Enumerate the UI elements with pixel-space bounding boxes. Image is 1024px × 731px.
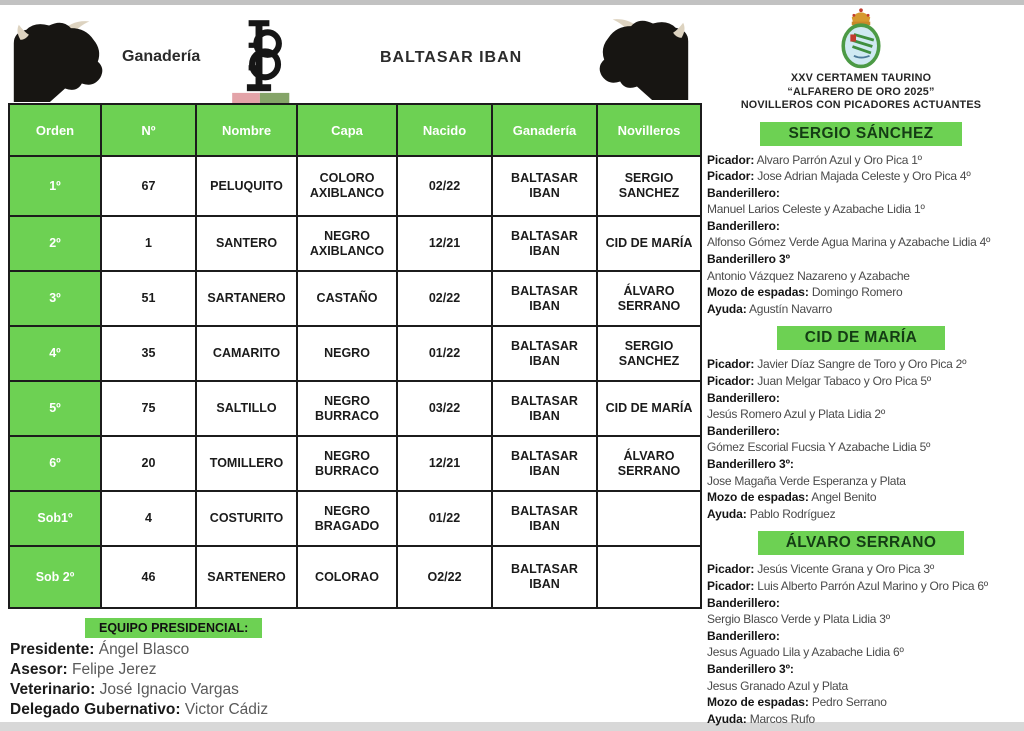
cell-n-: 4: [101, 491, 196, 546]
cuadrilla-line-value: Alvaro Parrón Azul y Oro Pica 1º: [754, 152, 922, 167]
cuadrilla-line: [707, 284, 1020, 301]
cell-ganader-a: BALTASAR IBAN: [492, 546, 597, 608]
bull-head-image-right: [586, 16, 698, 100]
cuadrilla-line: [707, 561, 1020, 578]
cuadrilla-line-label: Picador:: [707, 562, 755, 577]
cell-n-: 35: [101, 326, 196, 381]
novillero-lines: [702, 356, 1020, 522]
cell-capa: COLORO AXIBLANCO: [297, 156, 397, 216]
cuadrilla-line-label: Picador:: [707, 357, 755, 372]
cuadrilla-line-label: Picador:: [707, 152, 755, 167]
cuadrilla-line-value: Agustín Navarro: [746, 301, 833, 316]
column-header-novilleros: Novilleros: [597, 104, 701, 156]
cuadrilla-line: [707, 506, 1020, 523]
cuadrilla-line-value: Jesus Granado Azul y Plata: [707, 678, 848, 693]
orden-cell: 2º: [9, 216, 101, 271]
column-header-orden: Orden: [9, 104, 101, 156]
cell-ganader-a: BALTASAR IBAN: [492, 436, 597, 491]
cell-nacido: 01/22: [397, 491, 492, 546]
cuadrilla-line-label: Ayuda:: [707, 301, 747, 316]
cuadrilla-line: [707, 644, 1020, 661]
cell-ganader-a: BALTASAR IBAN: [492, 156, 597, 216]
cuadrilla-line: [707, 152, 1020, 169]
cuadrilla-line: [707, 406, 1020, 423]
orden-cell: Sob1º: [9, 491, 101, 546]
cuadrilla-line-value: Jose Magaña Verde Esperanza y Plata: [707, 473, 906, 488]
cuadrilla-line-value: Jose Adrian Majada Celeste y Oro Pica 4º: [754, 169, 971, 184]
cuadrilla-line-label: Mozo de espadas:: [707, 285, 809, 300]
cuadrilla-line-value: Javier Díaz Sangre de Toro y Oro Pica 2º: [754, 357, 967, 372]
cell-novilleros: ÁLVARO SERRANO: [597, 271, 701, 326]
novillero-heading: ÁLVARO SERRANO: [758, 531, 965, 555]
cell-ganader-a: BALTASAR IBAN: [492, 381, 597, 436]
table-row: [9, 216, 701, 271]
cuadrilla-line: [707, 251, 1020, 268]
novilleros-sections: [702, 122, 1020, 728]
cuadrilla-line: [707, 711, 1020, 728]
cuadrilla-line-label: Banderillero:: [707, 390, 780, 405]
orden-cell: Sob 2º: [9, 546, 101, 608]
cuadrilla-line-label: Mozo de espadas:: [707, 695, 809, 710]
cell-nombre: COSTURITO: [196, 491, 297, 546]
cuadrilla-line-label: Banderillero 3º:: [707, 457, 794, 471]
cell-nacido: O2/22: [397, 546, 492, 608]
equipo-line: [10, 660, 430, 680]
cuadrilla-line-label: Banderillero:: [707, 185, 780, 200]
cell-ganader-a: BALTASAR IBAN: [492, 326, 597, 381]
orden-cell: 3º: [9, 271, 101, 326]
cuadrilla-line-label: Picador:: [707, 578, 755, 593]
cuadrilla-line: [707, 168, 1020, 185]
cuadrilla-line-label: Banderillero:: [707, 423, 780, 438]
cell-ganader-a: BALTASAR IBAN: [492, 271, 597, 326]
ranch-brand-logo: [228, 15, 290, 105]
cuadrilla-line-label: Banderillero:: [707, 628, 780, 643]
table-row: [9, 491, 701, 546]
cuadrilla-line: [707, 694, 1020, 711]
cell-capa: NEGRO BRAGADO: [297, 491, 397, 546]
equipo-line-value: José Ignacio Vargas: [95, 681, 239, 698]
cuadrilla-line: [707, 439, 1020, 456]
municipal-crest-icon: [826, 6, 896, 70]
cuadrilla-line: [707, 373, 1020, 390]
equipo-line-label: Asesor:: [10, 661, 68, 678]
event-title-line: NOVILLEROS CON PICADORES ACTUANTES: [740, 99, 982, 111]
cuadrilla-line-value: Pedro Serrano: [808, 695, 887, 710]
novillero-heading: SERGIO SÁNCHEZ: [760, 122, 961, 146]
cuadrilla-line: [707, 489, 1020, 506]
cell-novilleros: CID DE MARÍA: [597, 216, 701, 271]
cell-nombre: TOMILLERO: [196, 436, 297, 491]
cuadrilla-line: [707, 185, 1020, 202]
equipo-presidencial-list: [10, 640, 430, 720]
equipo-line-label: Presidente:: [10, 641, 95, 658]
divisa-pink: [232, 93, 260, 103]
cuadrilla-line-value: Antonio Vázquez Nazareno y Azabache: [707, 268, 910, 283]
cuadrilla-line: [707, 390, 1020, 407]
cell-capa: NEGRO BURRACO: [297, 436, 397, 491]
cell-capa: CASTAÑO: [297, 271, 397, 326]
column-header-nombre: Nombre: [196, 104, 297, 156]
divisa-green: [260, 93, 289, 103]
equipo-line: [10, 640, 430, 660]
cuadrilla-line-label: Ayuda:: [707, 711, 747, 726]
novillero-heading: CID DE MARÍA: [777, 326, 945, 350]
cell-capa: NEGRO: [297, 326, 397, 381]
column-header-capa: Capa: [297, 104, 397, 156]
cuadrilla-line-value: Marcos Rufo: [746, 711, 815, 726]
cell-nombre: PELUQUITO: [196, 156, 297, 216]
equipo-line-value: Felipe Jerez: [67, 661, 157, 678]
cuadrilla-line-label: Ayuda:: [707, 506, 747, 521]
table-header-row: [9, 104, 701, 156]
cell-n-: 51: [101, 271, 196, 326]
cuadrilla-line-value: Juan Melgar Tabaco y Oro Pica 5º: [754, 374, 931, 389]
event-panel: [702, 0, 1020, 725]
column-header-nacido: Nacido: [397, 104, 492, 156]
cuadrilla-line-value: Gómez Escorial Fucsia Y Azabache Lidia 5º: [707, 440, 931, 455]
event-title-line: “ALFARERO DE ORO 2025”: [787, 85, 935, 98]
cuadrilla-line-value: Jesús Vicente Grana y Oro Pica 3º: [754, 562, 934, 577]
orden-cell: 6º: [9, 436, 101, 491]
cuadrilla-line-label: Picador:: [707, 374, 755, 389]
cell-novilleros: [597, 546, 701, 608]
ganaderia-label: Ganadería: [122, 48, 201, 65]
cuadrilla-line: [707, 473, 1020, 490]
cuadrilla-line: [707, 661, 1020, 678]
cell-nacido: 01/22: [397, 326, 492, 381]
table-row: [9, 271, 701, 326]
cuadrilla-line-value: Angel Benito: [808, 490, 877, 505]
orden-cell: 4º: [9, 326, 101, 381]
event-title-line: XXV CERTAMEN TAURINO: [790, 72, 932, 84]
cuadrilla-line-value: Sergio Blasco Verde y Plata Lidia 3º: [707, 612, 890, 627]
cuadrilla-line: [707, 356, 1020, 373]
cuadrilla-line: [707, 678, 1020, 695]
cell-ganader-a: BALTASAR IBAN: [492, 491, 597, 546]
cell-n-: 75: [101, 381, 196, 436]
cuadrilla-line: [707, 456, 1020, 473]
cuadrilla-line-label: Banderillero 3º: [707, 252, 790, 267]
cuadrilla-line-value: Luis Alberto Parrón Azul Marino y Oro Pica 6º: [754, 578, 988, 593]
cuadrilla-line: [707, 218, 1020, 235]
table-row: [9, 326, 701, 381]
ganaderia-name-title: BALTASAR IBAN: [380, 49, 523, 66]
novillero-lines: [702, 561, 1020, 727]
cell-ganader-a: BALTASAR IBAN: [492, 216, 597, 271]
equipo-line-label: Veterinario:: [10, 681, 96, 698]
cell-n-: 67: [101, 156, 196, 216]
cuadrilla-line-label: Mozo de espadas:: [707, 490, 809, 505]
cuadrilla-line: [707, 301, 1020, 318]
cuadrilla-line: [707, 268, 1020, 285]
cuadrilla-line-value: Domingo Romero: [808, 285, 903, 300]
cell-nombre: SARTANERO: [196, 271, 297, 326]
cell-nacido: 03/22: [397, 381, 492, 436]
table-row: [9, 156, 701, 216]
cell-nombre: SARTENERO: [196, 546, 297, 608]
cuadrilla-line: [707, 595, 1020, 612]
cell-n-: 20: [101, 436, 196, 491]
table-row: [9, 381, 701, 436]
cell-nacido: 02/22: [397, 271, 492, 326]
cell-capa: COLORAO: [297, 546, 397, 608]
event-title: [702, 72, 1020, 113]
table-row: [9, 436, 701, 491]
cuadrilla-line: [707, 611, 1020, 628]
equipo-line-label: Delegado Gubernativo:: [10, 701, 181, 718]
cell-nacido: 12/21: [397, 436, 492, 491]
cuadrilla-line: [707, 201, 1020, 218]
cuadrilla-line-value: Jesus Aguado Lila y Azabache Lidia 6º: [707, 645, 904, 660]
bull-head-image-left: [4, 18, 116, 102]
cell-n-: 46: [101, 546, 196, 608]
cell-nacido: 12/21: [397, 216, 492, 271]
novillero-lines: [702, 152, 1020, 318]
equipo-presidencial-heading: EQUIPO PRESIDENCIAL:: [85, 618, 262, 638]
bulls-table: [8, 103, 702, 609]
cuadrilla-line-label: Banderillero:: [707, 218, 780, 233]
cell-novilleros: [597, 491, 701, 546]
cell-capa: NEGRO BURRACO: [297, 381, 397, 436]
cuadrilla-line: [707, 423, 1020, 440]
equipo-line: [10, 680, 430, 700]
cuadrilla-line-value: Jesús Romero Azul y Plata Lidia 2º: [707, 407, 885, 422]
table-row: [9, 546, 701, 608]
cuadrilla-line-value: Alfonso Gómez Verde Agua Marina y Azabache Lidia 4º: [707, 235, 991, 250]
cell-capa: NEGRO AXIBLANCO: [297, 216, 397, 271]
cuadrilla-line: [707, 578, 1020, 595]
cell-nacido: 02/22: [397, 156, 492, 216]
equipo-line: [10, 700, 430, 720]
cell-novilleros: SERGIO SANCHEZ: [597, 156, 701, 216]
cell-nombre: CAMARITO: [196, 326, 297, 381]
cell-nombre: SANTERO: [196, 216, 297, 271]
masthead: [0, 5, 700, 103]
cuadrilla-line: [707, 234, 1020, 251]
cuadrilla-line-label: Banderillero 3º:: [707, 661, 794, 676]
cuadrilla-line-label: Picador:: [707, 169, 755, 184]
cell-novilleros: SERGIO SANCHEZ: [597, 326, 701, 381]
cuadrilla-line-value: Pablo Rodríguez: [746, 506, 836, 521]
orden-cell: 5º: [9, 381, 101, 436]
equipo-line-value: Victor Cádiz: [180, 701, 269, 718]
orden-cell: 1º: [9, 156, 101, 216]
cell-novilleros: CID DE MARÍA: [597, 381, 701, 436]
column-header-n-: Nº: [101, 104, 196, 156]
cuadrilla-line-label: Banderillero:: [707, 595, 780, 610]
column-header-ganader-a: Ganadería: [492, 104, 597, 156]
cuadrilla-line-value: Manuel Larios Celeste y Azabache Lidia 1º: [707, 202, 925, 217]
cell-n-: 1: [101, 216, 196, 271]
cell-novilleros: ÁLVARO SERRANO: [597, 436, 701, 491]
cell-nombre: SALTILLO: [196, 381, 297, 436]
equipo-line-value: Ángel Blasco: [94, 641, 190, 658]
cuadrilla-line: [707, 628, 1020, 645]
